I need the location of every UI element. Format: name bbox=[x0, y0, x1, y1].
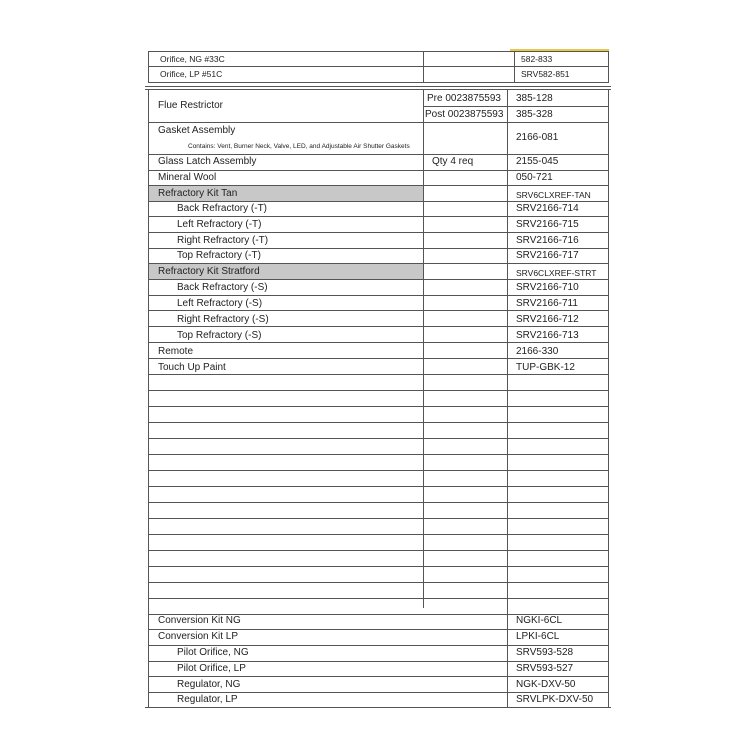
rule bbox=[423, 89, 424, 608]
kit-header: Refractory Kit Stratford bbox=[158, 266, 260, 277]
part-number: LPKI-6CL bbox=[516, 631, 560, 642]
part-name: Left Refractory (-S) bbox=[177, 298, 263, 309]
part-name: Top Refractory (-S) bbox=[177, 330, 262, 341]
rule bbox=[148, 598, 608, 599]
rule bbox=[145, 89, 611, 90]
rule bbox=[148, 566, 608, 567]
part-name: Right Refractory (-T) bbox=[177, 235, 269, 246]
part-number: SRV593-527 bbox=[516, 663, 574, 674]
part-note: Contains: Vent, Burner Neck, Valve, LED, and Adjustable Air Shutter Gaskets bbox=[188, 143, 410, 150]
rule bbox=[148, 232, 608, 233]
part-number: 2155-045 bbox=[516, 156, 559, 167]
rule bbox=[148, 248, 608, 249]
rule bbox=[148, 470, 608, 471]
rule bbox=[514, 51, 515, 83]
rule bbox=[148, 629, 608, 630]
rule bbox=[145, 86, 611, 87]
rule bbox=[148, 89, 149, 708]
part-name: Back Refractory (-T) bbox=[177, 203, 268, 214]
part-number: 385-128 bbox=[516, 93, 553, 104]
part-name: Right Refractory (-S) bbox=[177, 314, 269, 325]
serial-range: Post 0023875593 bbox=[425, 109, 504, 120]
rule bbox=[148, 438, 608, 439]
part-number: 2166-081 bbox=[516, 132, 559, 143]
part-number: SRV6CLXREF-TAN bbox=[516, 190, 591, 200]
part-name: Conversion Kit LP bbox=[158, 631, 239, 642]
part-number: SRV2166-713 bbox=[516, 330, 579, 341]
rule bbox=[608, 51, 609, 83]
rule bbox=[148, 51, 609, 52]
part-name: Regulator, NG bbox=[177, 679, 241, 690]
part-number: SRV6CLXREF-STRT bbox=[516, 268, 597, 278]
rule bbox=[148, 66, 609, 67]
part-number: NGKI-6CL bbox=[516, 615, 563, 626]
part-number: TUP-GBK-12 bbox=[516, 362, 575, 373]
part-number: SRV2166-711 bbox=[516, 298, 578, 309]
part-number: SRV2166-712 bbox=[516, 314, 579, 325]
rule bbox=[148, 122, 608, 123]
part-name: Regulator, LP bbox=[177, 694, 238, 705]
rule bbox=[148, 406, 608, 407]
part-number: SRV2166-717 bbox=[516, 250, 579, 261]
part-name: Pilot Orifice, LP bbox=[177, 663, 246, 674]
rule bbox=[423, 106, 608, 107]
rule bbox=[148, 518, 608, 519]
rule bbox=[148, 422, 608, 423]
part-number: SRV593-528 bbox=[516, 647, 574, 658]
part-name: Flue Restrictor bbox=[158, 100, 224, 111]
part-name: Glass Latch Assembly bbox=[158, 156, 257, 167]
part-number: SRVLPK-DXV-50 bbox=[516, 694, 594, 705]
rule bbox=[148, 310, 608, 311]
rule bbox=[148, 582, 608, 583]
part-name: Touch Up Paint bbox=[158, 362, 226, 373]
rule bbox=[148, 390, 608, 391]
rule bbox=[148, 216, 608, 217]
rule bbox=[148, 342, 608, 343]
part-number: 2166-330 bbox=[516, 346, 559, 357]
rule bbox=[148, 661, 608, 662]
part-name: Back Refractory (-S) bbox=[177, 282, 268, 293]
rule bbox=[148, 374, 608, 375]
rule bbox=[507, 89, 508, 708]
rule bbox=[148, 263, 608, 264]
serial-range: Pre 0023875593 bbox=[427, 93, 501, 104]
rule bbox=[148, 676, 608, 677]
part-number: SRV2166-714 bbox=[516, 203, 579, 214]
part-number: NGK-DXV-50 bbox=[516, 679, 576, 690]
rule bbox=[148, 358, 608, 359]
part-name: Pilot Orifice, NG bbox=[177, 647, 249, 658]
part-number: 050-721 bbox=[516, 172, 553, 183]
part-name: Orifice, LP #51C bbox=[160, 69, 223, 79]
part-name: Gasket Assembly bbox=[158, 125, 236, 136]
rule bbox=[148, 692, 608, 693]
part-name: Conversion Kit NG bbox=[158, 615, 241, 626]
rule bbox=[148, 170, 608, 171]
part-name: Remote bbox=[158, 346, 194, 357]
rule bbox=[148, 185, 608, 186]
part-name: Orifice, NG #33C bbox=[160, 54, 225, 64]
rule bbox=[148, 502, 608, 503]
rule bbox=[148, 454, 608, 455]
rule bbox=[608, 89, 609, 708]
quantity: Qty 4 req bbox=[432, 156, 474, 167]
rule bbox=[148, 486, 608, 487]
part-number: SRV2166-715 bbox=[516, 219, 579, 230]
rule bbox=[148, 534, 608, 535]
part-name: Mineral Wool bbox=[158, 172, 217, 183]
part-number: SRV582-851 bbox=[521, 69, 570, 79]
rule bbox=[148, 279, 608, 280]
rule bbox=[423, 51, 424, 83]
part-name: Left Refractory (-T) bbox=[177, 219, 262, 230]
part-name: Top Refractory (-T) bbox=[177, 250, 261, 261]
rule bbox=[148, 51, 149, 83]
rule bbox=[148, 295, 608, 296]
part-number: SRV2166-716 bbox=[516, 235, 579, 246]
part-number: 582-833 bbox=[521, 54, 553, 64]
rule bbox=[148, 326, 608, 327]
part-number: SRV2166-710 bbox=[516, 282, 579, 293]
rule bbox=[148, 154, 608, 155]
part-number: 385-328 bbox=[516, 109, 553, 120]
rule bbox=[148, 201, 608, 202]
rule bbox=[145, 707, 611, 708]
kit-header: Refractory Kit Tan bbox=[158, 188, 238, 199]
rule bbox=[148, 550, 608, 551]
rule bbox=[148, 82, 609, 83]
rule bbox=[148, 645, 608, 646]
